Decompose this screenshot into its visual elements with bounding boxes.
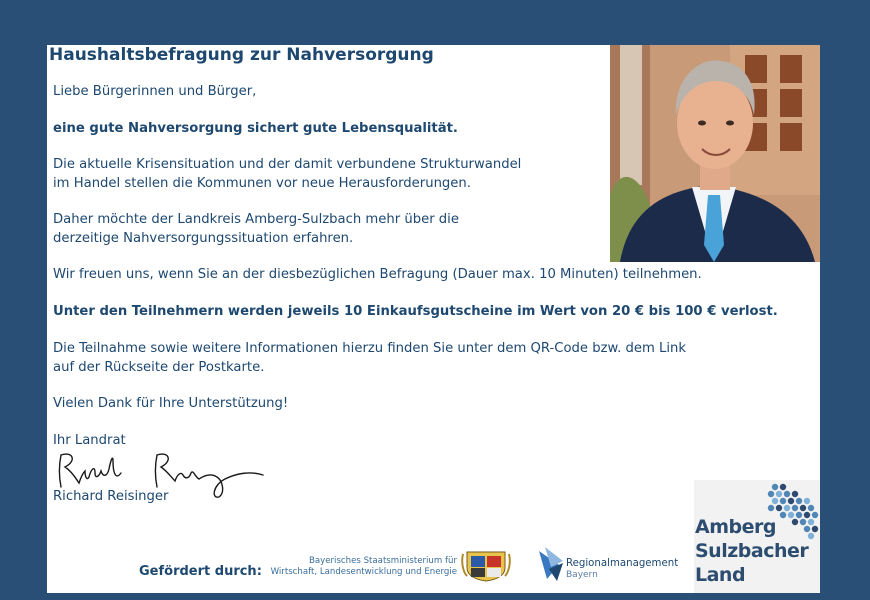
paragraph-2-line-2: derzeitige Nahversorgungssituation erfahren. bbox=[53, 231, 354, 246]
paragraph-4-line-1: Die Teilnahme sowie weitere Informationen hierzu finden Sie unter dem QR-Code bzw. dem Link bbox=[53, 341, 687, 356]
regionalmanagement-logo-icon bbox=[537, 545, 567, 583]
prize-sentence: Unter den Teilnehmern werden jeweils 10 Einkaufsgutscheine im Wert von 20 € bis 100 € verlost. bbox=[53, 304, 778, 319]
greeting: Liebe Bürgerinnen und Bürger, bbox=[53, 84, 257, 99]
regionalmanagement-line-1: Regionalmanagement bbox=[566, 558, 679, 569]
paragraph-1-line-1: Die aktuelle Krisensituation und der damit verbundene Strukturwandel bbox=[53, 157, 522, 172]
thanks: Vielen Dank für Ihre Unterstützung! bbox=[53, 396, 289, 411]
bavarian-coat-of-arms-icon bbox=[461, 548, 511, 582]
funding-label: Gefördert durch: bbox=[139, 564, 262, 579]
postcard bbox=[47, 45, 820, 593]
ministry-line-2: Wirtschaft, Landesentwicklung und Energie bbox=[270, 567, 457, 577]
page-title: Haushaltsbefragung zur Nahversorgung bbox=[49, 45, 434, 65]
ministry-line-1: Bayerisches Staatsministerium für bbox=[308, 556, 457, 566]
signoff-role: Ihr Landrat bbox=[53, 433, 126, 448]
signoff-name: Richard Reisinger bbox=[53, 489, 169, 504]
district-logo-line-1: Amberg bbox=[695, 516, 776, 538]
regionalmanagement-text bbox=[566, 558, 678, 580]
district-logo-text bbox=[695, 515, 808, 587]
lead-sentence: eine gute Nahversorgung sichert gute Lebensqualität. bbox=[53, 121, 458, 136]
district-logo-line-2: Sulzbacher bbox=[695, 540, 809, 562]
paragraph-2-line-1: Daher möchte der Landkreis Amberg-Sulzbach mehr über die bbox=[53, 212, 459, 227]
regionalmanagement-line-2: Bayern bbox=[566, 570, 598, 580]
paragraph-4-line-2: auf der Rückseite der Postkarte. bbox=[53, 360, 265, 375]
paragraph-3: Wir freuen uns, wenn Sie an der diesbezüglichen Befragung (Dauer max. 10 Minuten) teilnehmen. bbox=[53, 267, 702, 282]
ministry-name bbox=[257, 556, 457, 578]
paragraph-1-line-2: im Handel stellen die Kommunen vor neue Herausforderungen. bbox=[53, 176, 471, 191]
district-logo-line-3: Land bbox=[695, 564, 746, 586]
portrait-photo bbox=[610, 45, 820, 262]
